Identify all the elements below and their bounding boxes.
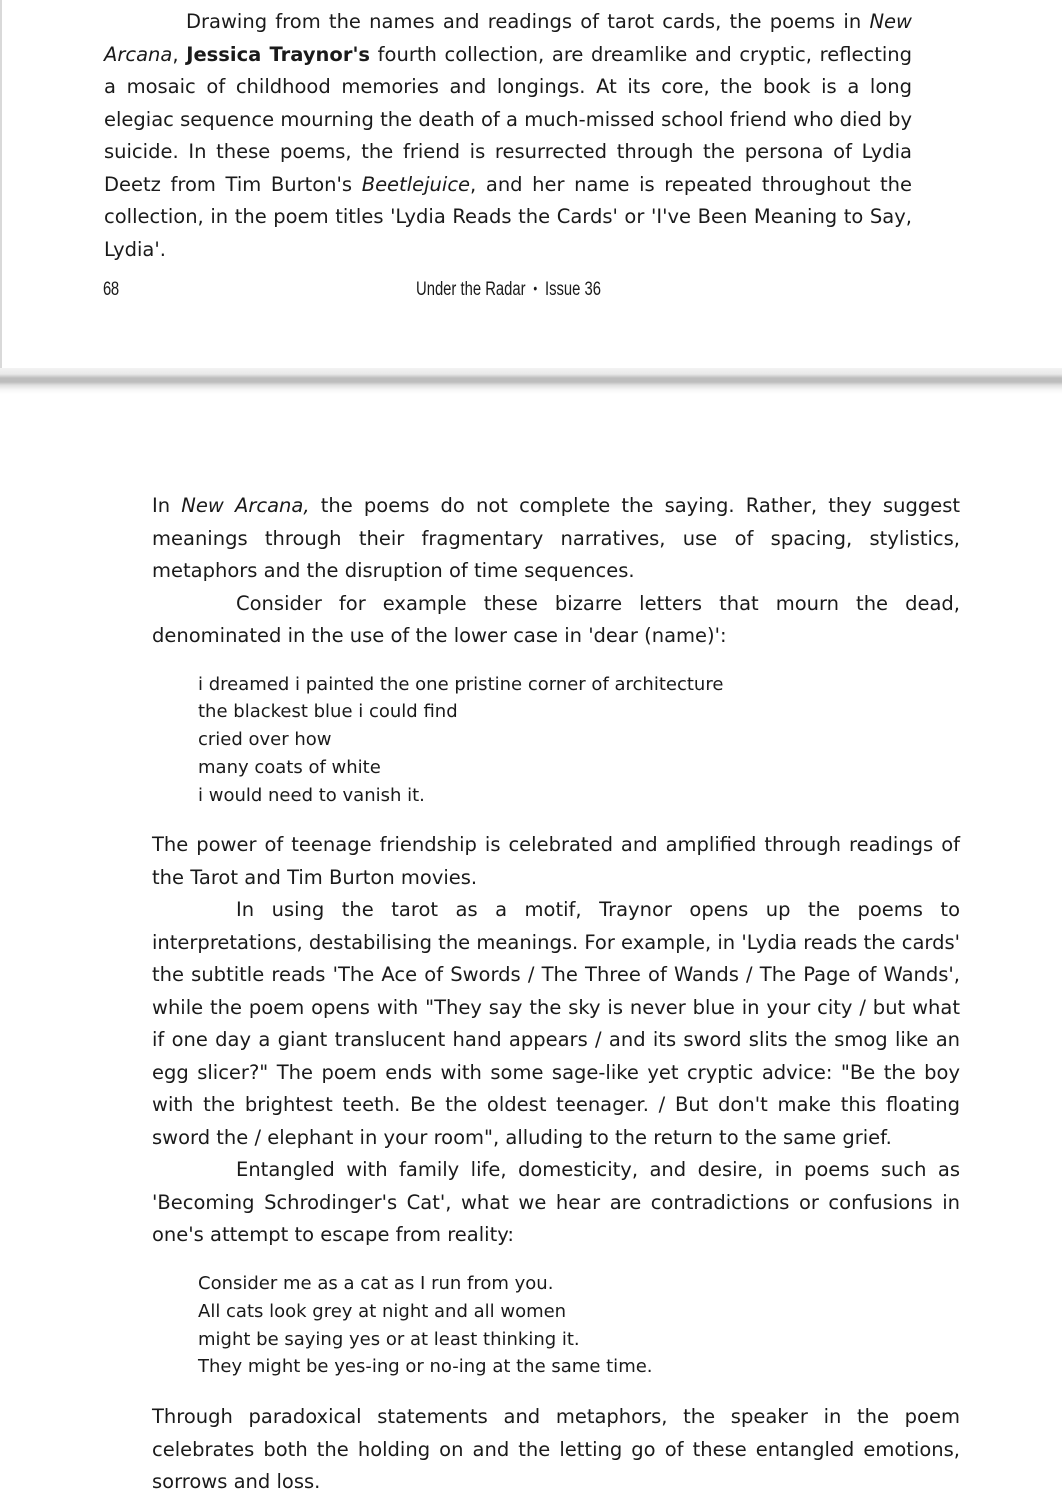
paragraph-3: The power of teenage friendship is celebrated and amplified through readings of the Tarot and Tim Burton movies. [152,833,960,889]
poem-line: the blackest blue i could find [198,701,458,723]
poem-excerpt-1 [152,671,960,810]
current-page [0,394,1062,1494]
film-title: Beetlejuice [361,172,471,196]
spacer [152,1381,960,1401]
book-title: New Arcana, [181,494,310,517]
author-name: Jessica Traynor's [186,42,371,66]
article-body [152,490,960,1499]
spacer [152,1252,960,1270]
bullet-separator: • [533,280,538,296]
paragraph-5: Entangled with family life, domesticity, and desire, in poems such as 'Becoming Schrodinger's Cat', what we hear are contradictions or confusions in one's attempt to escape from reality: [152,1158,960,1247]
paragraph-1 [152,490,960,588]
magazine-name: Under the Radar [416,279,526,300]
poem-line: Consider me as a cat as I run from you. [198,1272,554,1294]
poem-line: cried over how [198,729,332,751]
text-segment: the poems do not complete the saying. Rather, they suggest meanings through their fragmentary narratives, use of spacing, stylistics, metaphors and the disruption of time sequences. [152,494,961,582]
page-edge [0,0,2,368]
poem-line: many coats of white [198,756,381,778]
text-segment: fourth collection, are dreamlike and cryptic, reflecting a mosaic of childhood memories and longings. At its core, the book is a long elegiac sequence mourning the death of a much-missed school friend who died by suicide. In these poems, the friend is resurrected through the persona of Lydia Deetz from Tim Burton's [104,42,912,196]
page-number: 68 [103,279,119,300]
paragraph-6: Through paradoxical statements and metaphors, the speaker in the poem celebrates both the holding on and the letting go of these entangled emotions, sorrows and loss. [152,1405,960,1494]
page-divider [0,368,1062,394]
paragraph-2: Consider for example these bizarre letters that mourn the dead, denominated in the use of the lower case in 'dear (name)': [152,591,960,647]
poem-line: All cats look grey at night and all women [198,1300,567,1322]
text-segment: Drawing from the names and readings of tarot cards, the poems in [186,10,870,33]
running-footer [416,279,601,301]
text-segment: , and her name is repeated throughout the collection, in the poem titles 'Lydia Reads the Cards' or 'I've Been Meaning to Say, Lydia'. [104,172,913,261]
poem-line: They might be yes-ing or no-ing at the same time. [198,1356,653,1378]
poem-excerpt-2 [152,1270,960,1381]
text-segment: In [152,494,182,517]
text-segment: , [172,42,187,66]
poem-line: might be saying yes or at least thinking it. [198,1328,580,1350]
review-intro-paragraph [104,6,912,266]
poem-line: i dreamed i painted the one pristine corner of architecture [198,673,724,695]
spacer [152,653,960,671]
poem-line: i would need to vanish it. [198,784,425,806]
spacer [152,809,960,829]
book-title: New Arcana [104,10,912,66]
issue-label: Issue 36 [544,279,602,300]
previous-page [0,0,1062,368]
paragraph-4: In using the tarot as a motif, Traynor opens up the poems to interpretations, destabilising the meanings. For example, in 'Lydia reads the cards' the subtitle reads 'The Ace of Swords / The Three of Wands / The Page of Wands', while the poem opens with "They say the sky is never blue in your city / but what if one day a giant translucent hand appears / and its sword slits the smog like an egg slicer?" The poem ends with some sage-like yet cryptic advice: "Be the boy with the brightest teeth. Be the oldest teenager. / But don't make this floating sword the / elephant in your room", alluding to the return to the same grief. [152,898,960,1149]
